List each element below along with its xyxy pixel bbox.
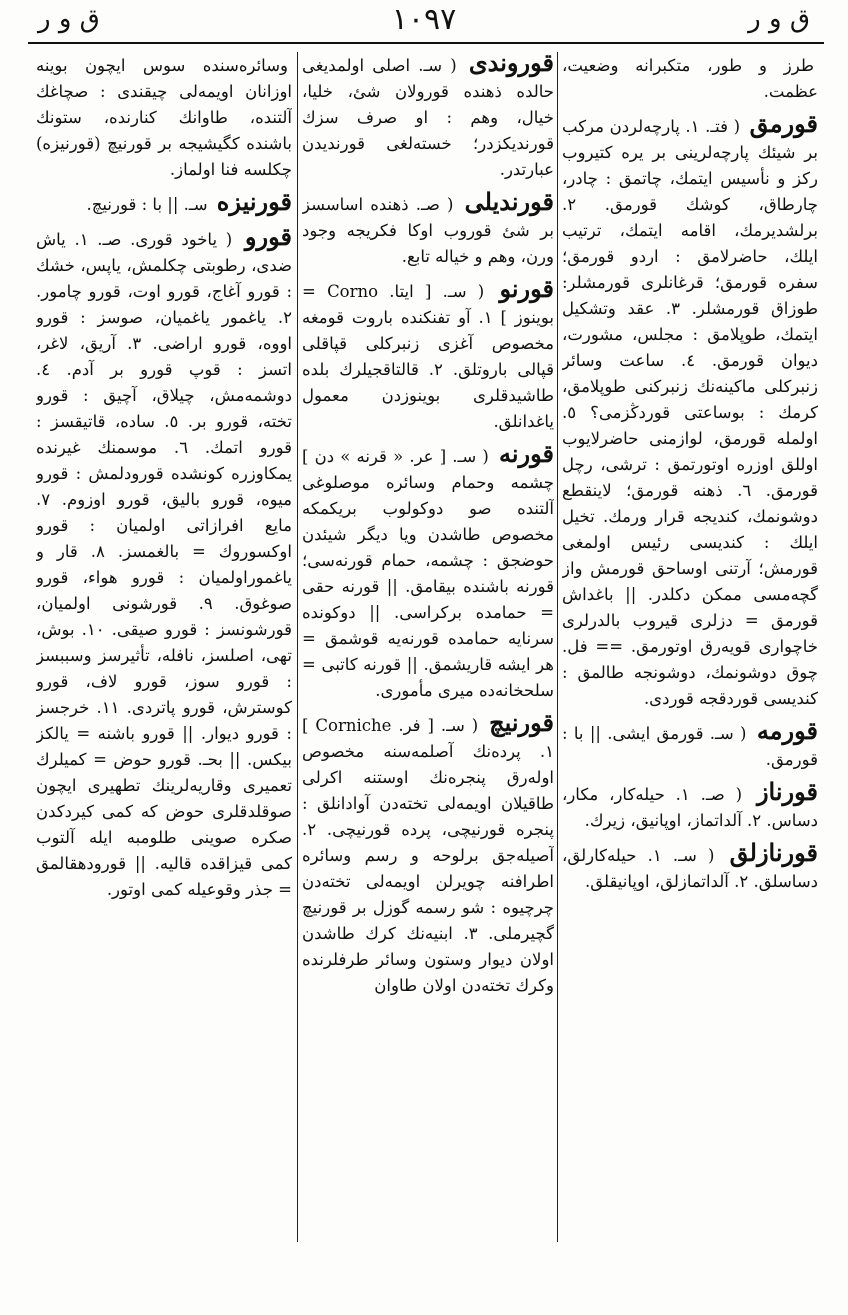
dictionary-entry — [562, 779, 818, 834]
headword: قورمه — [756, 716, 818, 745]
page-header — [0, 0, 848, 44]
definition-text: ( سـ. [ عر. « قرنه » دن ] چشمه وحمام وسائره موصلوغى آلتنده صو دوكولوب بريكمكه مخصوص طاشدن ويا ديگر شيئدن حوضجق : چشمه، حمام قورنه‌سى؛ قورنه باشنده بيقامق. || قورنه حقى = حمامده بركراسى. || دوكونده سرنايه حمامده قورنه‌يه قوشمق = هر ايشه قاريشمق. || قورنه كاتبى = سلحخانه‌ده ميرى مأمورى. — [302, 447, 554, 700]
definition-text: ( سـ. [ ايتا. Corno = بوينوز ] ١. آو تفنكنده باروت قومغه مخصوص آغزى زنبركلى قپاقلى قپالى باروتلق. ٢. قالتاقجيلرك بلده طاشيدقلرى بوينوزدن معمول ياغدانلق. — [302, 282, 554, 431]
dictionary-entry — [562, 718, 818, 773]
headword: قورمق — [749, 109, 818, 138]
dictionary-entry — [36, 50, 292, 183]
definition-text: ( فتـ. ١. پارچه‌لردن مركب بر شيئك پارچه‌لرينى بر يره كتيروب ركز و نأسيس ايتمك، چاتمق : چادر، چارطاق، كوشك قورمق. ٢. برلشديرمك، اقامه ايتمك، ترتيب ايلك، حاضرلامق : اردو قورمق؛ سفره قورمق؛ قرغانلرى قورمشلر: طوزاق قورمشلر. ٣. عقد وتشكيل ايتمك، طوپلامق : مجلس، مشورت، ديوان قورمق. ٤. ساعت وسائر زنبركلى ماكينه‌نك زنبركنى طوپلامق، كرمك : بوساعتى قوردڭزمى؟ ٥. اولمله قورمق، لوازمنى حاضرلايوب اوللق اوزره اوتورتمق : ترشى، رچل قورمق. ٦. ذهنه قورمق؛ لاينقطع دوشونمك، كنديجه قرار ورمك. تخيل ايلك : كنديسى رئيس اولمغى قورمش؛ آرتنى اوساحق قورمش واز گچه‌مسى ممكن دكلدر. || باغداش قورمق = دزلرى قيروب بالدرلرى خاچوارى قويه‌رق اوتورمق. == فل. چوق دوشونمك، دوشونجه طالمق : كنديسى قوردقجه قوردى. — [562, 117, 818, 708]
definition-text: سـ. || با : قورنيچ. — [86, 195, 208, 214]
headword: قورو — [244, 222, 292, 251]
definition-text: ( سـ. قورمق ايشى. || با : قورمق. — [562, 724, 818, 769]
headword: قورنيزه — [216, 187, 292, 216]
definition-text: طرز و طور، متكبرانه وضعيت، عظمت. — [562, 56, 818, 101]
definition-text: وسائره‌سنده سوس ايچون بوينه اوزانان اويمه‌لى چيقندى : صچاغك آلتنده، طاوانك كنارنده، ستونك باشنده كگيشيجه بر قورنيچ (قورنيزه) چكلسه فنا اولماز. — [36, 56, 292, 179]
headword: قوروندى — [468, 50, 554, 77]
definition-text: ( سـ. [ فر. Corniche ] ١. پرده‌نك آصلمه‌سنه مخصوص اوله‌رق پنجره‌نك اوستنه اكرلى طاقيلان اويمه‌لى تخته‌دن آوادانلق : پنجره قورنيچى، پرده قورنيچى. ٢. آصيله‌جق برلوحه و رسم وسائره اطرافنه چويرلن اويمه‌لى تخته‌دن چرچيوه : شو رسمه گوزل بر قورنيچ گچيرملى. ٣. ابنيه‌نك كرك طاشدن اولان ديوار وستون وسائر طرفلرنده وكرك تخته‌دن اولان طاوان — [302, 716, 554, 995]
dictionary-entry — [302, 441, 554, 704]
definition-text: ( صـ. ١. حيله‌كار، مكار، دساس. ٢. آلداتماز، اوپانيق، زيرك. — [562, 785, 818, 830]
dictionary-entry — [302, 189, 554, 270]
headword: قورنازلق — [729, 838, 818, 867]
column-divider — [557, 52, 558, 1242]
headword: قورنديلى — [464, 187, 554, 216]
headword: قورنو — [499, 274, 554, 303]
column-divider — [297, 52, 298, 1242]
dictionary-entry — [302, 276, 554, 435]
right-column — [562, 50, 818, 1295]
dictionary-entry — [36, 224, 292, 903]
definition-text: ( سـ. اصلى اولمديغى حالده ذهنده قورولان شئ، خليا، خيال، وهم : او صرف سزك قورنديكزدر؛ خسته‌لغى قورنديدن عبارتدر. — [302, 56, 554, 179]
headword: قورنيچ — [489, 708, 554, 737]
dictionary-entry — [36, 189, 292, 218]
headword: قورنه — [498, 439, 554, 468]
dictionary-entry — [562, 111, 818, 712]
header-right-letters: ق و ر — [748, 4, 810, 34]
dictionary-entry — [302, 710, 554, 999]
header-rule — [28, 42, 824, 44]
dictionary-entry — [562, 840, 818, 895]
dictionary-entry — [302, 50, 554, 183]
headword: قورناز — [756, 777, 818, 806]
definition-text: ( سـ. ١. حيله‌كارلق، دساسلق. ٢. آلداتمازلق، اوپانيقلق. — [562, 846, 818, 891]
definition-text: ( ياخود قورى. صـ. ١. ياش ضدى، رطوبتى چكلمش، ياپس، خشك : قورو آغاج، قورو اوت، قورو چامور. ٢. ياغمور ياغميان، صوسز : قورو اووه، قورو اراضى. ٣. آريق، لاغر، اتسز : قوپ قورو بر آدم. ٤. دوشمه‌مش، چيلاق، آچيق : قورو تخته، قورو بر. ٥. ساده، قاتيقسز : قورو اتمك. ٦. موسمنك غيرنده يمكاوزره كونشده قورودلمش : قورو ميوه، قورو باليق، قورو اوزوم. ٧. مايع افرازاتى اولميان : قورو اوكسوروك = بالغمسز. ٨. قار و ياغموراولميان : قورو هواء، قورو صوغوق. ٩. قورشونى اولميان، قورشونسز : قورو صيقى. ١٠. بوش، تهى، اصلسز، نافله، تأثيرسز وسببسز : قورو سوز، قورو لاف، قورو كوسترش، قورو پاتردى. ١١. خرجسز : قورو ديوار. || قورو باشنه = يالكز بيكس. || بحـ. قورو حوض = كميلرك تعميرى وقاريه‌لرينك تطهيرى ايچون صوقلدقلرى حوض كه كمى كيردكدن صكره صوينى طلومبه ايله آلتوب كمى قيزاقده قاليه. || قورودهقالمق = جذر وقوعيله كمى اوتور. — [36, 230, 292, 899]
left-column — [36, 50, 292, 1295]
definition-text: ( صـ. ذهنده اساسسز بر شئ قوروب اوكا فكريجه وجود ورن، وهم و خياله تابع. — [302, 195, 554, 266]
header-left-letters: ق و ر — [38, 4, 100, 34]
page-number: ١٠٩٧ — [391, 2, 457, 37]
middle-column — [302, 50, 554, 1295]
dictionary-entry — [562, 50, 818, 105]
